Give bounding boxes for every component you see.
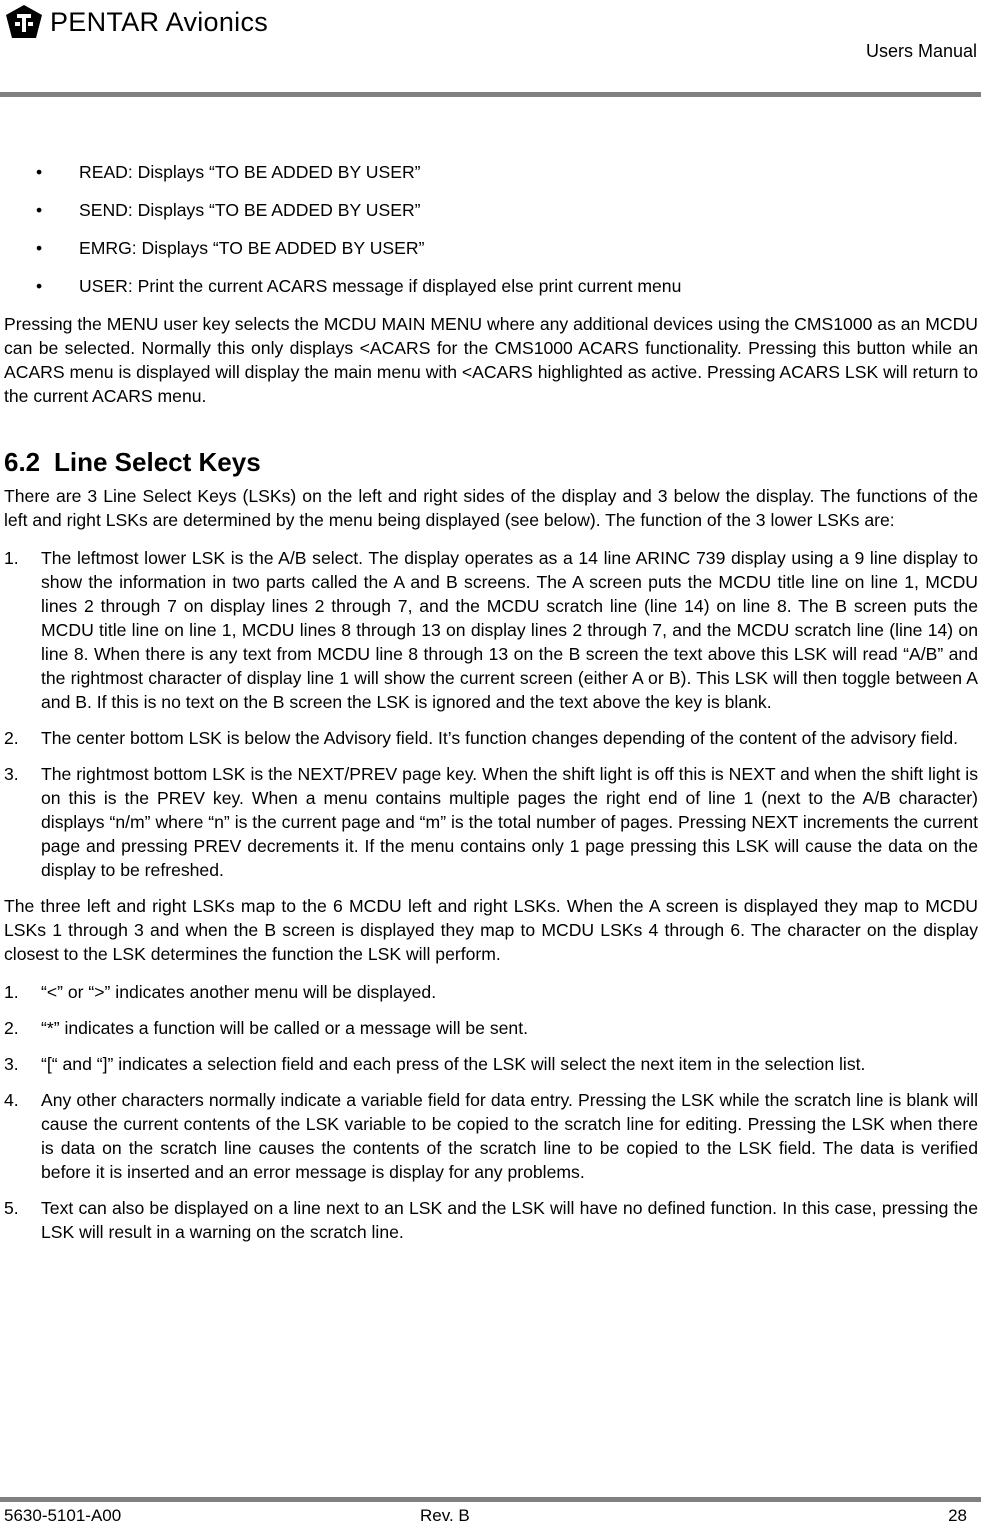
bullet-icon: • [36,200,43,220]
list-item: 2. “*” indicates a function will be called or a message will be sent. [4,1018,528,1038]
document-type: Users Manual [865,41,977,61]
list-item: • USER: Print the current ACARS message if displayed else print current menu [36,276,682,296]
section-number: 6.2 [4,447,41,477]
brand-name: PENTAR Avionics [50,6,269,37]
list-item: 4. Any other characters normally indicate a variable field for data entry. Pressing the LSK while the scratch line is blank will cause the current contents of the LSK variable to be copied to the scratch line for editing. Pressing the LSK when there is data on the scratch line causes the contents of the scratch line to be copied to the LSK field. The data is verified before it is inserted and an error message is display for any problems. [4,1090,978,1182]
bullet-icon: • [36,276,43,296]
page-header [0,0,981,100]
revision-label: Rev. B [420,1506,470,1525]
list-item: 5. Text can also be displayed on a line next to an LSK and the LSK will have no defined function. In this case, pressing the LSK will result in a warning on the scratch line. [4,1198,978,1242]
list-item: 1. The leftmost lower LSK is the A/B select. The display operates as a 14 line ARINC 739 display using a 9 line display to show the information in two parts called the A and B screens. The A screen puts the MCDU title line on line 1, MCDU lines 2 through 7 on display lines 2 through 7, and the MCDU scratch line (line 14) on line 8. The B screen puts the MCDU title line on line 1, MCDU lines 8 through 13 on display lines 2 through 7, and the MCDU scratch line (line 14) on line 8. When there is any text from MCDU line 8 through 13 on the B screen the text above this LSK will read “A/B” and the rightmost character of display line 1 will show the current screen (either A or B). This LSK will then toggle between A and B. If this is no text on the B screen the LSK is ignored and the text above the key is blank. [4,548,978,712]
menu-key-paragraph: Pressing the MENU user key selects the MCDU MAIN MENU where any additional devices using the CMS1000 as an MCDU can be selected. Normally this only displays <ACARS for the CMS1000 ACARS functionality. Pressing this button while an ACARS menu is displayed will display the main menu with <ACARS highlighted as active. Pressing ACARS LSK will return to the current ACARS menu. [4,314,978,406]
lsk-character-list [4,980,978,1244]
list-item: 2. The center bottom LSK is below the Advisory field. It’s function changes depending of the content of the advisory field. [4,728,959,748]
page-body [4,160,978,1256]
pentar-shield-icon [4,4,44,40]
side-lsk-paragraph: The three left and right LSKs map to the 6 MCDU left and right LSKs. When the A screen is displayed they map to MCDU LSKs 1 through 3 and when the B screen is displayed they map to MCDU LSKs 4 through 6. The character on the display closest to the LSK determines the function the LSK will perform. [4,896,978,964]
list-item: • EMRG: Displays “TO BE ADDED BY USER” [36,238,425,258]
list-item: 3. “[“ and “]” indicates a selection field and each press of the LSK will select the next item in the selection list. [4,1054,866,1074]
header-divider [0,92,981,97]
pentar-logo [4,4,268,40]
list-item: 1. “<” or “>” indicates another menu will be displayed. [4,982,437,1002]
section-title: Line Select Keys [54,447,261,477]
section-heading [4,446,978,478]
bullet-icon: • [36,238,43,258]
bullet-icon: • [36,162,43,182]
user-key-list [4,160,978,298]
footer-divider [0,1497,981,1502]
lsk-intro-paragraph: There are 3 Line Select Keys (LSKs) on the left and right sides of the display and 3 below the display. The functions of the left and right LSKs are determined by the menu being displayed (see below). The function of the 3 lower LSKs are: [4,486,978,530]
list-item: • SEND: Displays “TO BE ADDED BY USER” [36,200,421,220]
lower-lsk-list [4,546,978,882]
list-item: 3. The rightmost bottom LSK is the NEXT/PREV page key. When the shift light is off this is NEXT and when the shift light is on this is the PREV key. When a menu contains multiple pages the right end of line 1 (next to the A/B character) displays “n/m” where “n” is the current page and “m” is the total number of pages. Pressing NEXT increments the current page and pressing PREV decrements it. If the menu contains only 1 page pressing this LSK will cause the data on the display to be refreshed. [4,764,978,880]
page-number: 28 [948,1506,967,1525]
document-number: 5630-5101-A00 [4,1506,122,1525]
list-item: • READ: Displays “TO BE ADDED BY USER” [36,162,421,182]
